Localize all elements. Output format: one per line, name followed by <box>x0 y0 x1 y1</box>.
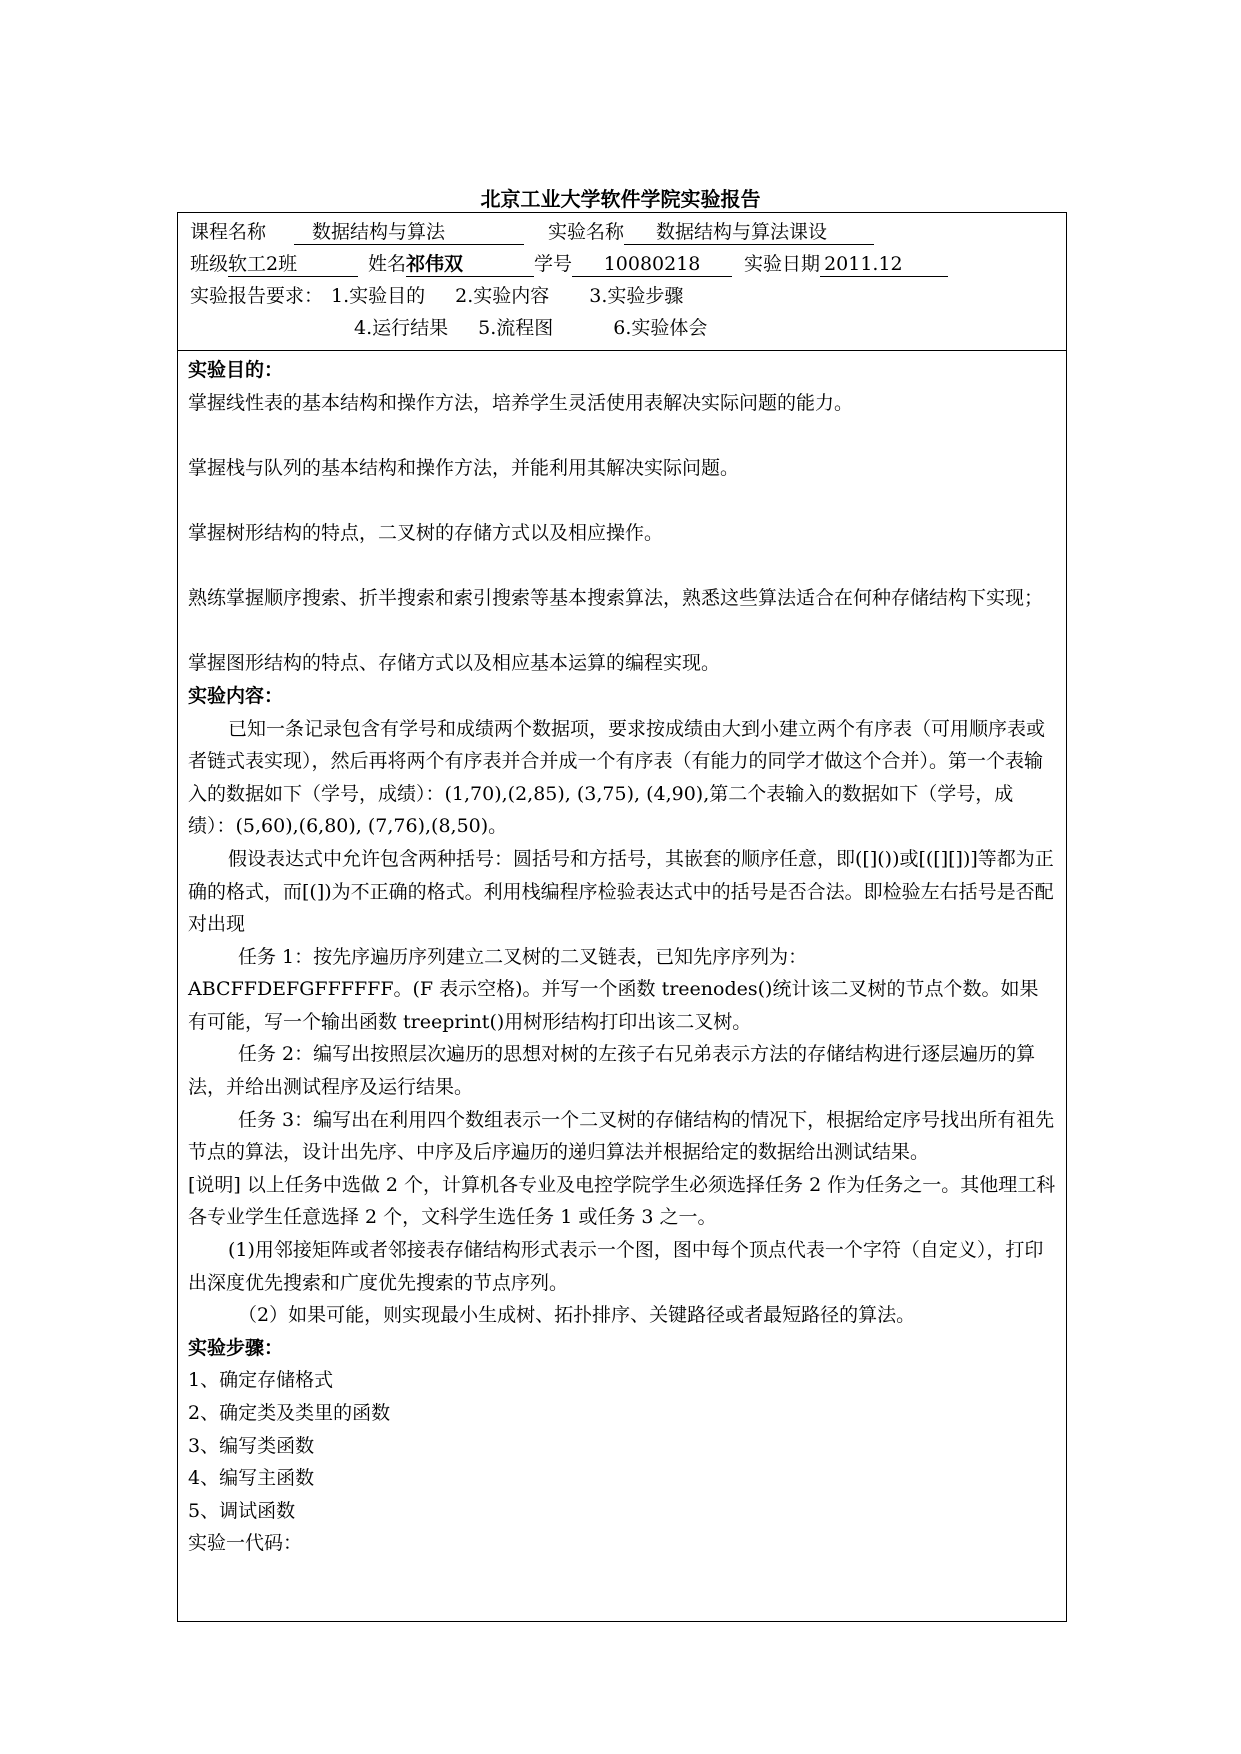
experiment-label: 实验名称 <box>548 221 625 243</box>
content-paragraph: 假设表达式中允许包含两种括号：圆括号和方括号，其嵌套的顺序任意，即([]())或[([][])]等都为正确的格式，而[(])为不正确的格式。利用栈编程序检验表达式中的括号是否合法。即检验左右括号是否配对出现 <box>188 847 1054 936</box>
code-label: 实验一代码： <box>188 1532 303 1555</box>
student-line <box>190 248 1066 280</box>
course-value: 数据结构与算法 <box>294 220 524 245</box>
name-label: 姓名 <box>368 253 407 275</box>
content-heading: 实验内容： <box>188 684 284 707</box>
class-value: 软工2班 <box>228 252 358 277</box>
requirements-line-1 <box>190 280 1066 312</box>
requirement-item: 1.实验目的 <box>331 285 426 307</box>
requirements-line-2 <box>190 312 1066 344</box>
requirement-item: 2.实验内容 <box>455 285 550 307</box>
requirement-item: 3.实验步骤 <box>589 285 684 307</box>
experiment-value: 数据结构与算法课设 <box>624 220 874 245</box>
report-table <box>177 212 1067 1622</box>
step-item: 2、确定类及类里的函数 <box>188 1402 391 1424</box>
report-header <box>178 216 1066 351</box>
content-paragraph: （2）如果可能，则实现最小生成树、拓扑排序、关键路径或者最短路径的算法。 <box>238 1304 916 1327</box>
purpose-item: 掌握线性表的基本结构和操作方法，培养学生灵活使用表解决实际问题的能力。 <box>188 391 854 414</box>
content-paragraph: [说明] 以上任务中选做 2 个，计算机各专业及电控学院学生必须选择任务 2 作为任务之一。其他理工科各专业学生任意选择 2 个，文科学生选任务 1 或任务 3 之一。 <box>188 1173 1056 1229</box>
purpose-item: 掌握图形结构的特点、存储方式以及相应基本运算的编程实现。 <box>188 652 721 675</box>
content-paragraph: 任务 3：编写出在利用四个数组表示一个二叉树的存储结构的情况下，根据给定序号找出所有祖先节点的算法，设计出先序、中序及后序遍历的递归算法并根据给定的数据给出测试结果。 <box>188 1108 1055 1164</box>
class-label: 班级 <box>190 253 229 275</box>
date-label: 实验日期 <box>744 253 821 275</box>
report-body <box>178 351 1066 1560</box>
name-value: 祁伟双 <box>406 252 534 277</box>
step-item: 1、确定存储格式 <box>188 1369 334 1392</box>
purpose-item: 熟练掌握顺序搜索、折半搜索和索引搜索等基本搜索算法，熟悉这些算法适合在何种存储结构下实现； <box>188 587 1044 610</box>
report-title: 北京工业大学软件学院实验报告 <box>480 187 761 211</box>
purpose-heading: 实验目的： <box>188 359 284 381</box>
step-item: 3、编写类函数 <box>188 1434 315 1457</box>
requirement-item: 5.流程图 <box>478 317 554 339</box>
student-id-label: 学号 <box>534 253 573 275</box>
steps-heading: 实验步骤： <box>188 1336 284 1359</box>
course-label: 课程名称 <box>190 221 267 243</box>
step-item: 5、调试函数 <box>188 1499 296 1522</box>
content-paragraph: 已知一条记录包含有学号和成绩两个数据项，要求按成绩由大到小建立两个有序表（可用顺序表或者链式表实现），然后再将两个有序表并合并成一个有序表（有能力的同学才做这个合并）。第一个表输入的数据如下（学号，成绩）：(1,70),(2,85), (3,75), (4,90),第二个表输入的数据如下（学号，成绩）：(5,60),(6,80), (7,76),(8,50)。 <box>188 717 1046 838</box>
student-id-value: 10080218 <box>572 252 732 277</box>
requirements-label: 实验报告要求： <box>190 285 324 307</box>
step-item: 4、编写主函数 <box>188 1467 315 1490</box>
content-paragraph: (1)用邻接矩阵或者邻接表存储结构形式表示一个图，图中每个顶点代表一个字符（自定义），打印出深度优先搜索和广度优先搜索的节点序列。 <box>188 1239 1044 1294</box>
course-line <box>190 216 1066 248</box>
date-value: 2011.12 <box>820 252 948 277</box>
content-paragraph: 任务 1：按先序遍历序列建立二叉树的二叉链表，已知先序序列为： <box>238 945 808 968</box>
content-paragraph: 任务 2：编写出按照层次遍历的思想对树的左孩子右兄弟表示方法的存储结构进行逐层遍历的算法，并给出测试程序及运行结果。 <box>188 1043 1036 1099</box>
requirement-item: 4.运行结果 <box>354 317 449 339</box>
requirement-item: 6.实验体会 <box>613 317 708 339</box>
purpose-item: 掌握栈与队列的基本结构和操作方法，并能利用其解决实际问题。 <box>188 456 740 479</box>
purpose-item: 掌握树形结构的特点，二叉树的存储方式以及相应操作。 <box>188 521 664 544</box>
content-paragraph: ABCFFDEFGFFFFFF。(F 表示空格)。并写一个函数 treenodes()统计该二叉树的节点个数。如果有可能，写一个输出函数 treeprint()用树形结构打印出该二叉树。 <box>188 978 1039 1033</box>
